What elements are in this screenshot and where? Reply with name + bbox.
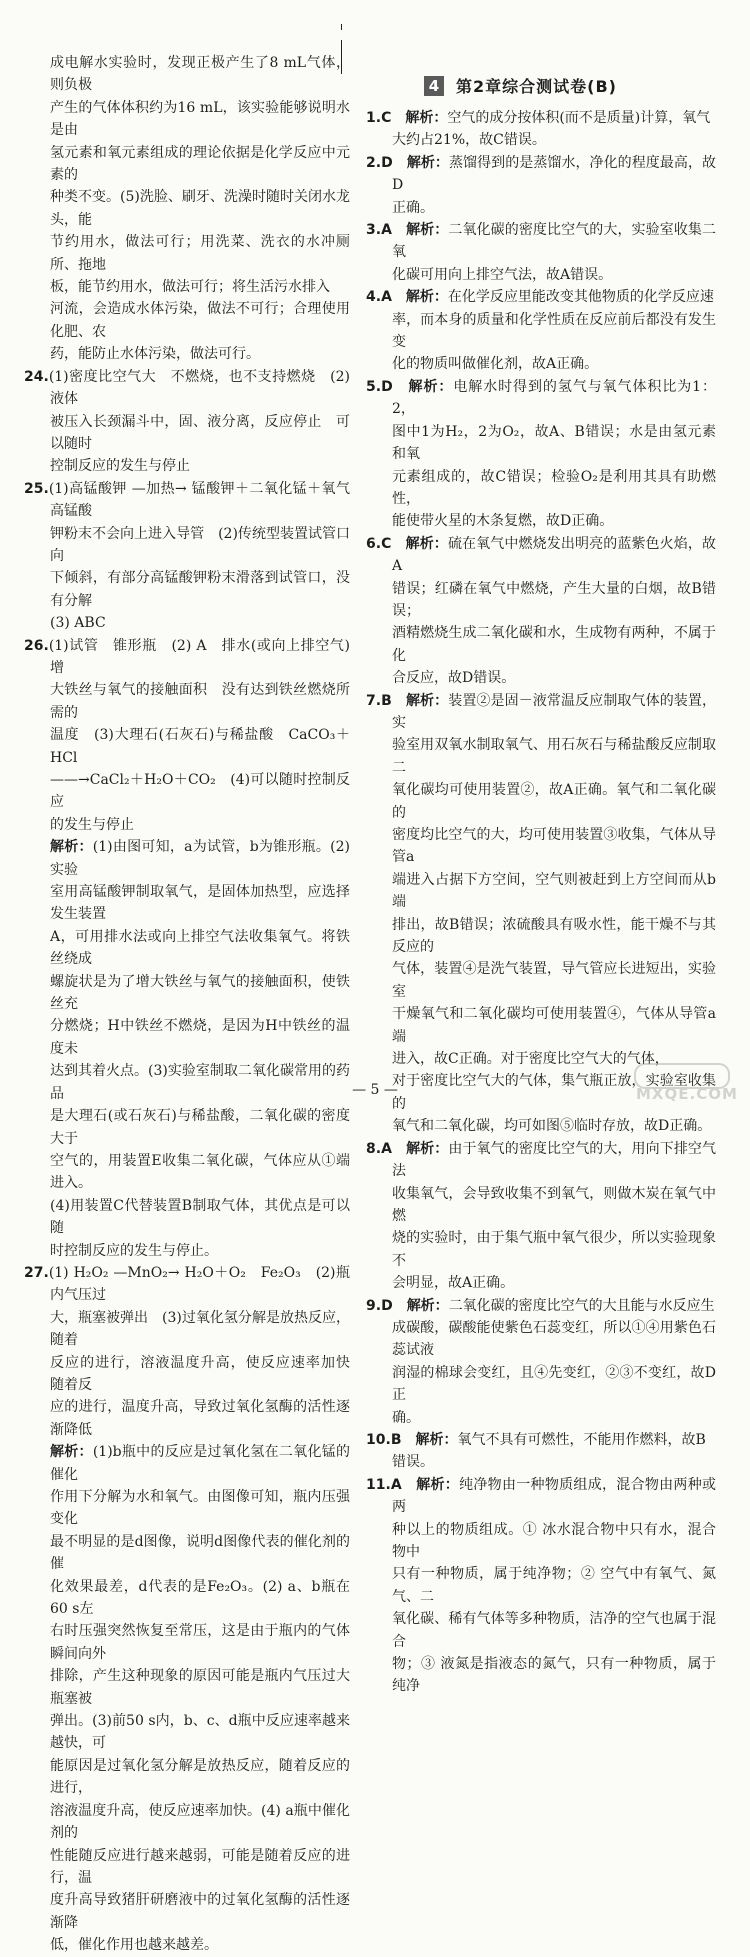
answer-line bbox=[366, 510, 716, 532]
answer-line bbox=[24, 1889, 350, 1934]
question-number: 11. bbox=[366, 1476, 391, 1493]
answer-block bbox=[366, 1429, 716, 1474]
answer-line bbox=[366, 1317, 716, 1362]
answer-text: 室用高锰酸钾制取氧气，是固体加热型，应选择发生装置 bbox=[50, 884, 350, 923]
answer-line bbox=[24, 1015, 350, 1060]
answer-text: 元素组成的，故C错误；检验O₂是利用其具有助燃性， bbox=[392, 468, 716, 507]
question-block bbox=[24, 1441, 350, 1956]
answer-line bbox=[366, 622, 716, 667]
chapter-heading bbox=[424, 74, 716, 97]
answer-text: (1) H₂O₂ —MnO₂→ H₂O＋O₂ Fe₂O₃ (2)瓶内气压过 bbox=[48, 1264, 350, 1304]
answer-text: 是大理石(或石灰石)与稀盐酸，二氧化碳的密度大于 bbox=[50, 1108, 350, 1147]
answer-line bbox=[24, 1800, 350, 1845]
answer-line bbox=[24, 1396, 350, 1441]
analysis-label: 解析： bbox=[415, 1431, 458, 1448]
answer-text: 进入，故C正确。对于密度比空气大的气体， bbox=[392, 1051, 669, 1068]
answer-text: 弹出。(3)前50 s内，b、c、d瓶中反应速率越来越快，可 bbox=[50, 1713, 350, 1752]
answer-text: 率，而本身的质量和化学性质在反应前后都没有发生变 bbox=[392, 311, 716, 351]
choice-answer: C bbox=[381, 110, 392, 126]
answer-line bbox=[366, 219, 716, 264]
answer-line bbox=[24, 1486, 350, 1531]
chapter-number-badge: 4 bbox=[424, 76, 444, 96]
answer-block bbox=[366, 219, 716, 286]
answer-text: 装置②是固－液常温反应制取气体的装置，实 bbox=[392, 692, 717, 731]
answer-line bbox=[24, 635, 364, 680]
question-number: 6. bbox=[366, 535, 382, 552]
answer-text: 的发生与停止 bbox=[50, 816, 134, 833]
answer-text: 空气的，用装置E收集二氧化碳，气体应从①端进入。 bbox=[50, 1152, 350, 1192]
answer-line bbox=[366, 1608, 716, 1653]
intro-line: 成电解水实验时，发现正极产生了8 mL气体，则负极 bbox=[50, 55, 350, 94]
question-number: 4. bbox=[366, 289, 382, 306]
answer-line bbox=[24, 1620, 350, 1665]
answer-line bbox=[366, 1407, 716, 1429]
answer-line bbox=[366, 1474, 716, 1519]
answer-text: 润湿的棉球会变红，且④先变红，②③不变红，故D正 bbox=[392, 1364, 716, 1404]
answer-text: 排出，故B错误；浓硫酸具有吸水性，能干燥不与其反应的 bbox=[392, 916, 716, 956]
answer-line bbox=[24, 926, 350, 971]
watermark-logo bbox=[624, 1063, 736, 1109]
answer-line bbox=[24, 455, 350, 477]
answer-text: 对于密度比空气大的气体，集气瓶正放，实验室收集的 bbox=[392, 1073, 716, 1112]
answer-text: 硫在氧气中燃烧发出明亮的蓝紫色火焰，故A bbox=[392, 535, 717, 575]
answer-line bbox=[366, 1295, 716, 1317]
answer-text: 图中1为H₂，2为O₂，故A、B错误；水是由氢元素和氧 bbox=[392, 423, 716, 463]
answer-text: 达到其着火点。(3)实验室制取二氧化碳常用的药品 bbox=[50, 1063, 350, 1102]
column-divider bbox=[341, 24, 342, 30]
left-column bbox=[24, 52, 364, 1957]
question-number: 24. bbox=[24, 368, 49, 385]
question-block bbox=[24, 1262, 364, 1441]
answer-text: 控制反应的发生与停止 bbox=[50, 458, 190, 475]
answer-line bbox=[24, 814, 350, 836]
intro-line: 氢元素和氧元素组成的理论依据是化学反应中元素的 bbox=[50, 144, 350, 184]
answer-text: 物；③ 液氮是指液态的氮气，只有一种物质，属于纯净 bbox=[392, 1656, 716, 1695]
question-block bbox=[24, 478, 364, 635]
answer-line bbox=[24, 1150, 350, 1195]
answer-text: 右时压强突然恢复至常压，这是由于瓶内的气体瞬间向外 bbox=[50, 1623, 350, 1662]
question-number: 27. bbox=[24, 1264, 49, 1281]
answer-line bbox=[24, 971, 350, 1016]
answer-text: 被压入长颈漏斗中，固、液分离，反应停止 可以随时 bbox=[50, 413, 350, 452]
chapter-title: 第2章综合测试卷(B) bbox=[456, 77, 617, 96]
answer-text: (3) ABC bbox=[50, 615, 106, 632]
question-number: 8. bbox=[366, 1140, 382, 1157]
answer-text: 确。 bbox=[392, 1409, 420, 1426]
answer-text: (4)用装置C代替装置B制取气体，其优点是可以随 bbox=[50, 1197, 350, 1237]
answer-line bbox=[24, 679, 350, 724]
choice-answer: B bbox=[381, 692, 392, 709]
answer-text: 化碳可用向上排空气法，故A错误。 bbox=[392, 266, 613, 283]
answer-line bbox=[366, 264, 716, 286]
answer-line bbox=[24, 612, 350, 634]
answer-text: 大铁丝与氧气的接触面积 没有达到铁丝燃烧所需的 bbox=[50, 682, 350, 721]
intro-line: 节约用水，做法可行；用洗菜、洗衣的水冲厕所、拖地 bbox=[50, 234, 350, 273]
answer-text: 收集氧气，会导致收集不到氧气，则做木炭在氧气中燃 bbox=[392, 1185, 716, 1224]
answer-text: 最不明显的是d图像，说明d图像代表的催化剂的催 bbox=[50, 1533, 350, 1573]
choice-answer: A bbox=[381, 1140, 392, 1157]
answer-line bbox=[24, 1665, 350, 1710]
answer-text: (1)高锰酸钾 —加热→ 锰酸钾＋二氧化锰＋氧气 高锰酸 bbox=[48, 480, 364, 520]
answer-line bbox=[24, 1710, 350, 1755]
answer-block bbox=[366, 107, 716, 152]
answer-line bbox=[24, 1576, 350, 1621]
answer-text: (1)试管 锥形瓶 (2) A 排水(或向上排空气) 增 bbox=[48, 637, 364, 676]
answer-line bbox=[366, 376, 716, 421]
answer-block bbox=[366, 286, 716, 376]
choice-answer: A bbox=[381, 289, 392, 306]
choice-answer: A bbox=[381, 222, 392, 239]
answer-line bbox=[366, 152, 716, 197]
answer-line bbox=[24, 1195, 350, 1240]
answer-line bbox=[366, 466, 716, 511]
answer-text: 成碳酸，碳酸能使紫色石蕊变红，所以①④用紫色石蕊试液 bbox=[392, 1319, 716, 1359]
analysis-label: 解析： bbox=[50, 1444, 93, 1461]
analysis-label: 解析： bbox=[406, 154, 449, 171]
question-number: 2. bbox=[366, 154, 382, 171]
answer-text: A，可用排水法或向上排空气法收集氧气。将铁丝绕成 bbox=[50, 928, 350, 968]
right-column bbox=[366, 52, 716, 1698]
answer-line bbox=[366, 129, 716, 151]
answer-line bbox=[366, 869, 716, 914]
answer-text: 反应的进行，溶液温度升高，使反应速率加快 随着反 bbox=[50, 1354, 364, 1393]
answer-text: 温度 (3)大理石(石灰石)与稀盐酸 CaCO₃＋HCl bbox=[50, 727, 350, 766]
choice-answer: B bbox=[390, 1431, 402, 1448]
answer-line bbox=[24, 366, 350, 411]
answer-text: 度升高导致猪肝研磨液中的过氧化氢酶的活性逐渐降 bbox=[50, 1892, 350, 1931]
question-block bbox=[24, 635, 364, 837]
answer-line bbox=[366, 1003, 716, 1048]
answer-block bbox=[366, 533, 716, 690]
answer-block bbox=[366, 1474, 716, 1698]
answer-text: 钾粉末不会向上进入导管 (2)传统型装置试管口向 bbox=[50, 525, 350, 564]
answer-line bbox=[366, 1563, 716, 1608]
answer-line bbox=[24, 523, 350, 568]
question-number: 26. bbox=[24, 637, 49, 654]
answer-text: 验室用双氧水制取氧气、用石灰石与稀盐酸反应制取二 bbox=[392, 737, 716, 776]
answer-text: 氧气不具有可燃性，不能用作燃料，故B bbox=[457, 1431, 706, 1448]
question-number: 1. bbox=[366, 110, 382, 126]
answer-line bbox=[366, 958, 716, 1003]
choice-answer: D bbox=[381, 154, 393, 171]
answer-line bbox=[366, 107, 716, 129]
answer-list bbox=[366, 107, 716, 1698]
answer-text: 低，催化作用也越来越差。 bbox=[50, 1937, 218, 1954]
analysis-label: 解析： bbox=[406, 1140, 449, 1157]
answer-line bbox=[24, 1755, 350, 1800]
answer-line bbox=[366, 734, 716, 779]
answer-text: 大约占21%，故C错误。 bbox=[392, 132, 546, 149]
answer-line bbox=[24, 724, 350, 769]
answer-text: 排除，产生这种现象的原因可能是瓶内气压过大瓶塞被 bbox=[50, 1668, 350, 1707]
answer-text: 错误；红磷在氧气中燃烧，产生大量的白烟，故B错误； bbox=[392, 580, 716, 619]
answer-line bbox=[24, 1934, 350, 1956]
answer-line bbox=[24, 881, 350, 926]
answer-text: 作用下分解为水和氧气。由图像可知，瓶内压强变化 bbox=[50, 1489, 350, 1528]
answer-line bbox=[366, 1115, 716, 1137]
answer-line bbox=[366, 1451, 716, 1473]
intro-line: 药，能防止水体污染，做法可行。 bbox=[50, 346, 260, 363]
answer-text: 分燃烧；H中铁丝不燃烧，是因为H中铁丝的温度未 bbox=[50, 1018, 350, 1057]
answer-line bbox=[366, 578, 716, 623]
answer-text: 下倾斜，有部分高锰酸钾粉末滑落到试管口，没有分解 bbox=[50, 570, 350, 609]
answer-line bbox=[366, 914, 716, 959]
answer-text: ——→CaCl₂＋H₂O＋CO₂ (4)可以随时控制反应 bbox=[50, 772, 350, 811]
answer-line bbox=[366, 1227, 716, 1272]
watermark-text: MXQE.COM bbox=[636, 1085, 738, 1103]
question-number: 7. bbox=[366, 692, 382, 709]
answer-text: 二氧化碳的密度比空气的大，实验室收集二氧 bbox=[392, 222, 717, 261]
answer-text: 化的物质叫做催化剂，故A正确。 bbox=[392, 356, 599, 373]
answer-line bbox=[24, 478, 364, 523]
answer-text: 由于氧气的密度比空气的大，用向下排空气法 bbox=[392, 1140, 717, 1180]
answer-text: 时控制反应的发生与停止。 bbox=[50, 1242, 218, 1259]
answer-line bbox=[366, 353, 716, 375]
analysis-label: 解析： bbox=[405, 110, 448, 126]
answer-line bbox=[24, 769, 350, 814]
answer-text: (1)由图可知，a为试管，b为锥形瓶。(2)实验 bbox=[50, 839, 350, 878]
answer-line bbox=[366, 1138, 716, 1183]
answer-line bbox=[366, 667, 716, 689]
answer-line bbox=[366, 309, 716, 354]
intro-line: 产生的气体体积约为16 mL，该实验能够说明水是由 bbox=[50, 99, 350, 139]
answer-block bbox=[366, 1295, 716, 1429]
answer-text: 性能随反应进行越来越弱，可能是随着反应的进行，温 bbox=[50, 1847, 350, 1886]
answer-line bbox=[366, 1272, 716, 1294]
answer-line bbox=[366, 779, 716, 824]
analysis-label: 解析： bbox=[406, 222, 449, 239]
choice-answer: A bbox=[390, 1476, 402, 1493]
answer-line bbox=[24, 1262, 350, 1307]
answer-line bbox=[366, 1653, 716, 1698]
analysis-label: 解析： bbox=[405, 535, 448, 552]
answer-text: 化效果最差，d代表的是Fe₂O₃。(2) a、b瓶在60 s左 bbox=[50, 1578, 350, 1618]
choice-answer: D bbox=[381, 378, 393, 395]
answer-block bbox=[366, 1138, 716, 1295]
answer-text: (1)b瓶中的反应是过氧化氢在二氧化锰的催化 bbox=[50, 1444, 351, 1483]
answer-line bbox=[24, 1105, 350, 1150]
answer-text: 端进入占据下方空间，空气则被赶到上方空间而从b端 bbox=[392, 871, 716, 911]
answer-line bbox=[366, 533, 716, 578]
answer-line bbox=[24, 836, 350, 881]
answer-text: 纯净物由一种物质组成，混合物由两种或两 bbox=[392, 1476, 717, 1516]
answer-line bbox=[366, 286, 716, 308]
analysis-label: 解析： bbox=[50, 839, 93, 856]
answer-line bbox=[366, 1519, 716, 1564]
answer-text: 正确。 bbox=[392, 199, 434, 216]
question-number: 25. bbox=[24, 480, 49, 497]
answer-text: 能原因是过氧化氢分解是放热反应，随着反应的进行， bbox=[50, 1757, 350, 1797]
intro-line: 种类不变。(5)洗脸、刷牙、洗澡时随时关闭水龙头，能 bbox=[50, 189, 350, 228]
answer-line bbox=[366, 1429, 716, 1451]
question-number: 10. bbox=[366, 1431, 391, 1448]
answer-text: 螺旋状是为了增大铁丝与氧气的接触面积，使铁丝充 bbox=[50, 973, 350, 1013]
answer-line bbox=[24, 1307, 350, 1352]
choice-answer: D bbox=[381, 1297, 393, 1314]
question-number: 9. bbox=[366, 1297, 382, 1314]
answer-text: 密度均比空气的大，均可使用装置③收集，气体从导管a bbox=[392, 827, 716, 866]
answer-line bbox=[24, 1531, 350, 1576]
answer-line bbox=[366, 1362, 716, 1407]
answer-text: 酒精燃烧生成二氧化碳和水，生成物有两种，不属于化 bbox=[392, 625, 716, 664]
answer-text: 烧的实验时，由于集气瓶中氧气很少，所以实验现象不 bbox=[392, 1230, 716, 1269]
intro-line: 板，能节约用水，做法可行；将生活污水排入 bbox=[50, 279, 330, 296]
answer-line bbox=[366, 824, 716, 869]
answer-text: 电解水时得到的氢气与氧气体积比为1：2， bbox=[392, 378, 717, 418]
answer-line bbox=[366, 690, 716, 735]
answer-text: 空气的成分按体积(而不是质量)计算，氧气 bbox=[447, 110, 711, 126]
answer-text: 气体，装置④是洗气装置，导气管应长进短出，实验室 bbox=[392, 961, 716, 1000]
question-block bbox=[24, 366, 350, 478]
analysis-label: 解析： bbox=[408, 378, 454, 395]
answer-text: 应的进行，温度升高，导致过氧化氢酶的活性逐渐降低 bbox=[50, 1399, 350, 1438]
intro-line: 河流，会造成水体污染，做法不可行；合理使用化肥、农 bbox=[50, 301, 350, 340]
answer-text: 二氧化碳的密度比空气的大且能与水反应生 bbox=[448, 1297, 715, 1314]
answer-block bbox=[366, 376, 716, 533]
answer-text: 种以上的物质组成。① 冰水混合物中只有水，混合物中 bbox=[392, 1521, 716, 1560]
page-number: — 5 — bbox=[352, 1082, 398, 1098]
question-number: 5. bbox=[366, 378, 382, 395]
answer-line bbox=[366, 197, 716, 219]
answer-line bbox=[24, 411, 350, 456]
answer-text: 错误。 bbox=[392, 1454, 434, 1471]
answer-line bbox=[24, 1441, 350, 1486]
answer-text: 氧化碳、稀有气体等多种物质，洁净的空气也属于混合 bbox=[392, 1611, 716, 1650]
answer-block bbox=[366, 152, 716, 219]
answer-line bbox=[24, 1352, 364, 1397]
answer-text: 蒸馏得到的是蒸馏水，净化的程度最高，故D bbox=[392, 154, 717, 194]
analysis-label: 解析： bbox=[416, 1476, 460, 1493]
answer-text: 氧气和二氧化碳，均可如图⑤临时存放，故D正确。 bbox=[392, 1118, 712, 1135]
analysis-label: 解析： bbox=[405, 289, 448, 306]
answer-text: 会明显，故A正确。 bbox=[392, 1275, 515, 1292]
answer-line bbox=[24, 567, 350, 612]
answer-text: 大，瓶塞被弹出 (3)过氧化氢分解是放热反应，随着 bbox=[50, 1309, 350, 1349]
analysis-label: 解析： bbox=[406, 1297, 449, 1314]
answer-text: 氧化碳均可使用装置②，故A正确。氧气和二氧化碳的 bbox=[392, 782, 716, 821]
choice-answer: C bbox=[381, 535, 392, 552]
analysis-label: 解析： bbox=[405, 692, 449, 709]
answer-line bbox=[366, 1183, 716, 1228]
answer-text: 溶液温度升高，使反应速率加快。(4) a瓶中催化剂的 bbox=[50, 1802, 350, 1842]
answer-text: 只有一种物质，属于纯净物；② 空气中有氧气、氮气、二 bbox=[392, 1566, 716, 1605]
answer-text: 干燥氧气和二氧化碳均可使用装置④，气体从导管a端 bbox=[392, 1006, 716, 1045]
question-block bbox=[24, 836, 350, 1262]
answer-text: (1)密度比空气大 不燃烧，也不支持燃烧 (2)液体 bbox=[48, 368, 350, 408]
answer-line bbox=[24, 1240, 350, 1262]
answer-line bbox=[24, 1845, 350, 1890]
answer-line bbox=[366, 421, 716, 466]
answer-text: 合反应，故D错误。 bbox=[392, 670, 516, 687]
answer-text: 能使带火星的木条复燃，故D正确。 bbox=[392, 513, 614, 530]
question-number: 3. bbox=[366, 222, 382, 239]
answer-text: 在化学反应里能改变其他物质的化学反应速 bbox=[447, 289, 714, 306]
